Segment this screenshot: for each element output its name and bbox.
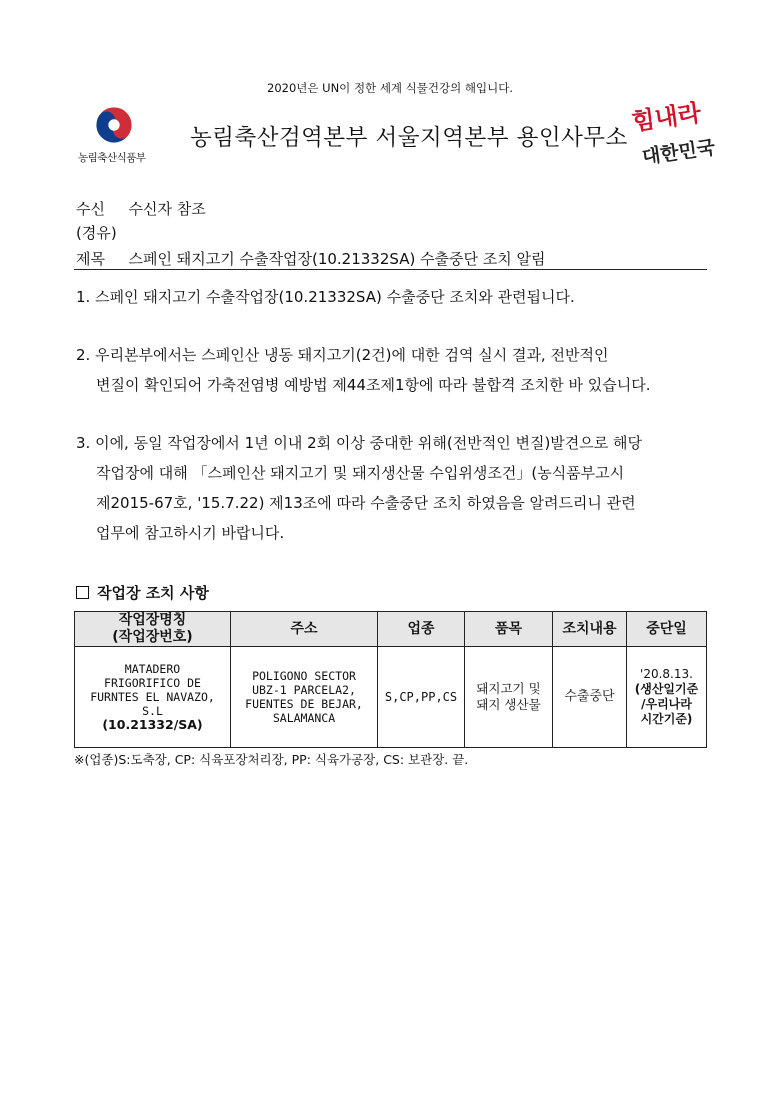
recipient-label: 수신 xyxy=(76,200,105,218)
slogan-calligraphy xyxy=(628,97,717,172)
cell-date xyxy=(627,647,707,748)
facility-name-l3: FURNTES EL NAVAZO, xyxy=(90,690,215,704)
facility-name-l4: S.L xyxy=(142,704,163,718)
via-label: (경유) xyxy=(76,224,117,242)
paragraph-3 xyxy=(76,428,708,548)
paragraph-2 xyxy=(76,340,708,400)
top-notice: 2020년은 UN이 정한 세계 식물건강의 해입니다. xyxy=(267,81,513,95)
paragraph-1 xyxy=(76,282,708,312)
paragraph-3-line-1: 3. 이에, 동일 작업장에서 1년 이내 2회 이상 중대한 위해(전반적인 변질)발견으로 해당 xyxy=(76,434,643,452)
section-title-text: 작업장 조치 사항 xyxy=(97,584,209,602)
header-date: 중단일 xyxy=(627,612,707,647)
action-table xyxy=(74,611,707,748)
cell-item xyxy=(465,647,553,748)
table-row xyxy=(75,647,707,748)
cell-type: S,CP,PP,CS xyxy=(378,647,465,748)
recipient-value: 수신자 참조 xyxy=(128,200,206,218)
header-address: 주소 xyxy=(231,612,378,647)
checkbox-square-icon xyxy=(76,586,89,599)
paragraph-3-line-3: 제2015-67호, '15.7.22) 제13조에 따라 수출중단 조치 하였음을 알려드리니 관련 xyxy=(96,494,636,512)
paragraph-2-line-1: 2. 우리본부에서는 스페인산 냉동 돼지고기(2건)에 대한 검역 실시 결과, 전반적인 xyxy=(76,346,609,364)
item-l2: 돼지 생산물 xyxy=(476,697,541,712)
paragraph-3-line-2: 작업장에 대해 「스페인산 돼지고기 및 돼지생산물 수입위생조건」(농식품부고시 xyxy=(96,464,625,482)
cell-action: 수출중단 xyxy=(553,647,627,748)
address-l2: UBZ-1 PARCELA2, xyxy=(252,683,356,697)
paragraph-2-line-2: 변질이 확인되어 가축전염병 예방법 제44조제1항에 따라 불합격 조치한 바 있습니다. xyxy=(96,376,651,394)
footnote: ※(업종)S:도축장, CP: 식육포장처리장, PP: 식육가공장, CS: 보관장. 끝. xyxy=(74,752,469,767)
facility-number: (10.21332/SA) xyxy=(102,717,203,732)
section-title xyxy=(76,582,209,603)
cell-address xyxy=(231,647,378,748)
item-l1: 돼지고기 및 xyxy=(476,681,541,696)
address-l4: SALAMANCA xyxy=(272,711,336,725)
cell-facility-name xyxy=(75,647,231,748)
header-facility-name-l1: 작업장명칭 xyxy=(118,612,187,628)
address-l1: POLIGONO SECTOR xyxy=(252,669,356,683)
subject-line xyxy=(76,248,546,269)
header-type: 업종 xyxy=(378,612,465,647)
date-l2: (생산일기준 xyxy=(634,682,699,696)
header-item: 품목 xyxy=(465,612,553,647)
address-l3: FUENTES DE BEJAR, xyxy=(245,697,363,711)
ministry-logo-text: 농림축산식품부 xyxy=(78,152,146,164)
header-action: 조치내용 xyxy=(553,612,627,647)
header-facility-name xyxy=(75,612,231,647)
taegeuk-emblem-icon xyxy=(95,106,133,144)
header-facility-name-l2: (작업장번호) xyxy=(112,629,193,645)
paragraph-1-text: 1. 스페인 돼지고기 수출작업장(10.21332SA) 수출중단 조치와 관련됩니다. xyxy=(76,288,575,306)
table-header-row xyxy=(75,612,707,647)
subject-label: 제목 xyxy=(76,250,105,268)
svg-text:힘내라: 힘내라 xyxy=(629,97,703,137)
subject-divider xyxy=(74,269,707,270)
facility-name-l1: MATADERO xyxy=(124,662,181,676)
recipient-line xyxy=(76,198,206,219)
subject-value: 스페인 돼지고기 수출작업장(10.21332SA) 수출중단 조치 알림 xyxy=(128,250,546,268)
date-l4: 시간기준) xyxy=(640,712,693,726)
org-title: 농림축산검역본부 서울지역본부 용인사무소 xyxy=(190,125,628,151)
paragraph-3-line-4: 업무에 참고하시기 바랍니다. xyxy=(96,524,285,542)
date-l1: '20.8.13. xyxy=(640,667,693,681)
svg-text:대한민국: 대한민국 xyxy=(640,136,717,169)
facility-name-l2: FRIGORIFICO DE xyxy=(104,676,201,690)
date-l3: /우리나라 xyxy=(641,697,692,711)
